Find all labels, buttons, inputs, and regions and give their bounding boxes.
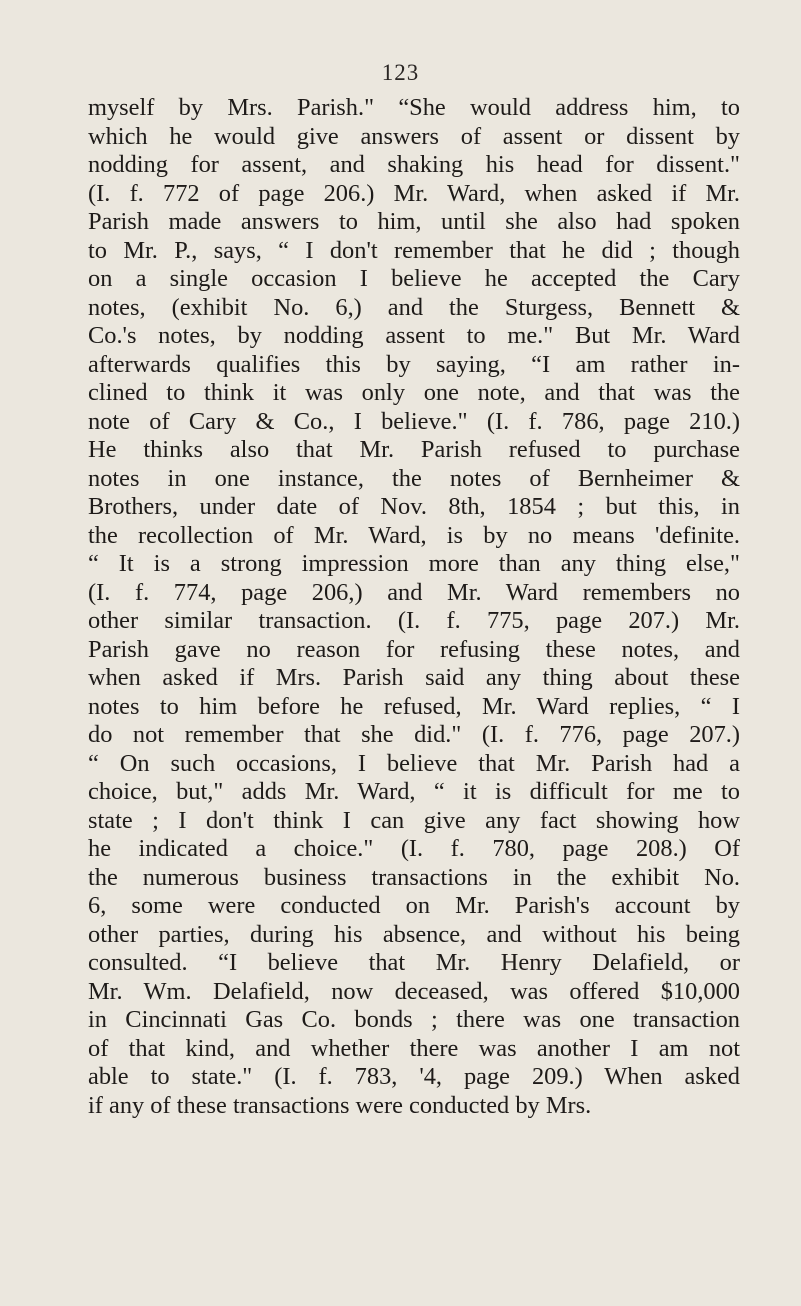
text-line: to Mr. P., says, “ I don't remember that he did ; though — [88, 236, 740, 264]
text-line: other similar transaction. (I. f. 775, page 207.) Mr. — [88, 607, 740, 634]
text-line: afterwards qualifies this by saying, “I am rather in- — [88, 350, 740, 378]
body-text — [88, 94, 740, 1120]
text-line: note of Cary & Co., I believe." (I. f. 786, page 210.) — [88, 407, 740, 435]
text-line: when asked if Mrs. Parish said any thing about these — [88, 664, 740, 691]
text-line: Parish gave no reason for refusing these notes, and — [88, 635, 740, 663]
text-line: state ; I don't think I can give any fact showing how — [88, 806, 740, 834]
text-line: myself by Mrs. Parish." “She would address him, to — [88, 94, 740, 121]
text-line: (I. f. 772 of page 206.) Mr. Ward, when asked if Mr. — [88, 179, 740, 207]
text-line: the recollection of Mr. Ward, is by no means 'definite. — [88, 521, 740, 549]
text-line: he indicated a choice." (I. f. 780, page 208.) Of — [88, 835, 740, 862]
text-line: clined to think it was only one note, and that was the — [88, 379, 740, 406]
text-line: “ It is a strong impression more than any thing else," — [88, 550, 740, 577]
text-line: able to state." (I. f. 783, '4, page 209.) When asked — [88, 1063, 740, 1090]
text-line: “ On such occasions, I believe that Mr. Parish had a — [88, 749, 740, 777]
page-number: 123 — [381, 60, 420, 85]
text-line: if any of these transactions were conducted by Mrs. — [88, 1091, 592, 1119]
text-line: Co.'s notes, by nodding assent to me." But Mr. Ward — [88, 322, 740, 349]
text-line: Mr. Wm. Delafield, now deceased, was offered $10,000 — [88, 977, 740, 1005]
text-line: consulted. “I believe that Mr. Henry Delafield, or — [88, 949, 740, 976]
text-line: notes to him before he refused, Mr. Ward replies, “ I — [88, 692, 740, 720]
text-line: He thinks also that Mr. Parish refused to purchase — [88, 436, 740, 463]
text-line: notes, (exhibit No. 6,) and the Sturgess, Bennett & — [88, 293, 740, 321]
text-line: other parties, during his absence, and without his being — [88, 920, 740, 948]
text-line: 6, some were conducted on Mr. Parish's account by — [88, 892, 740, 919]
text-line: (I. f. 774, page 206,) and Mr. Ward remembers no — [88, 578, 740, 606]
text-line: do not remember that she did." (I. f. 776, page 207.) — [88, 721, 740, 748]
text-line: which he would give answers of assent or dissent by — [88, 122, 740, 150]
text-line: notes in one instance, the notes of Bernheimer & — [88, 464, 740, 492]
text-line: Brothers, under date of Nov. 8th, 1854 ; but this, in — [88, 493, 740, 520]
text-line: of that kind, and whether there was another I am not — [88, 1034, 740, 1062]
text-line: the numerous business transactions in the exhibit No. — [88, 863, 740, 891]
text-line: in Cincinnati Gas Co. bonds ; there was one transaction — [88, 1006, 740, 1033]
text-line: on a single occasion I believe he accepted the Cary — [88, 265, 740, 292]
text-line: choice, but," adds Mr. Ward, “ it is difficult for me to — [88, 778, 740, 805]
text-line: Parish made answers to him, until she also had spoken — [88, 208, 740, 235]
text-line: nodding for assent, and shaking his head for dissent." — [88, 151, 740, 178]
